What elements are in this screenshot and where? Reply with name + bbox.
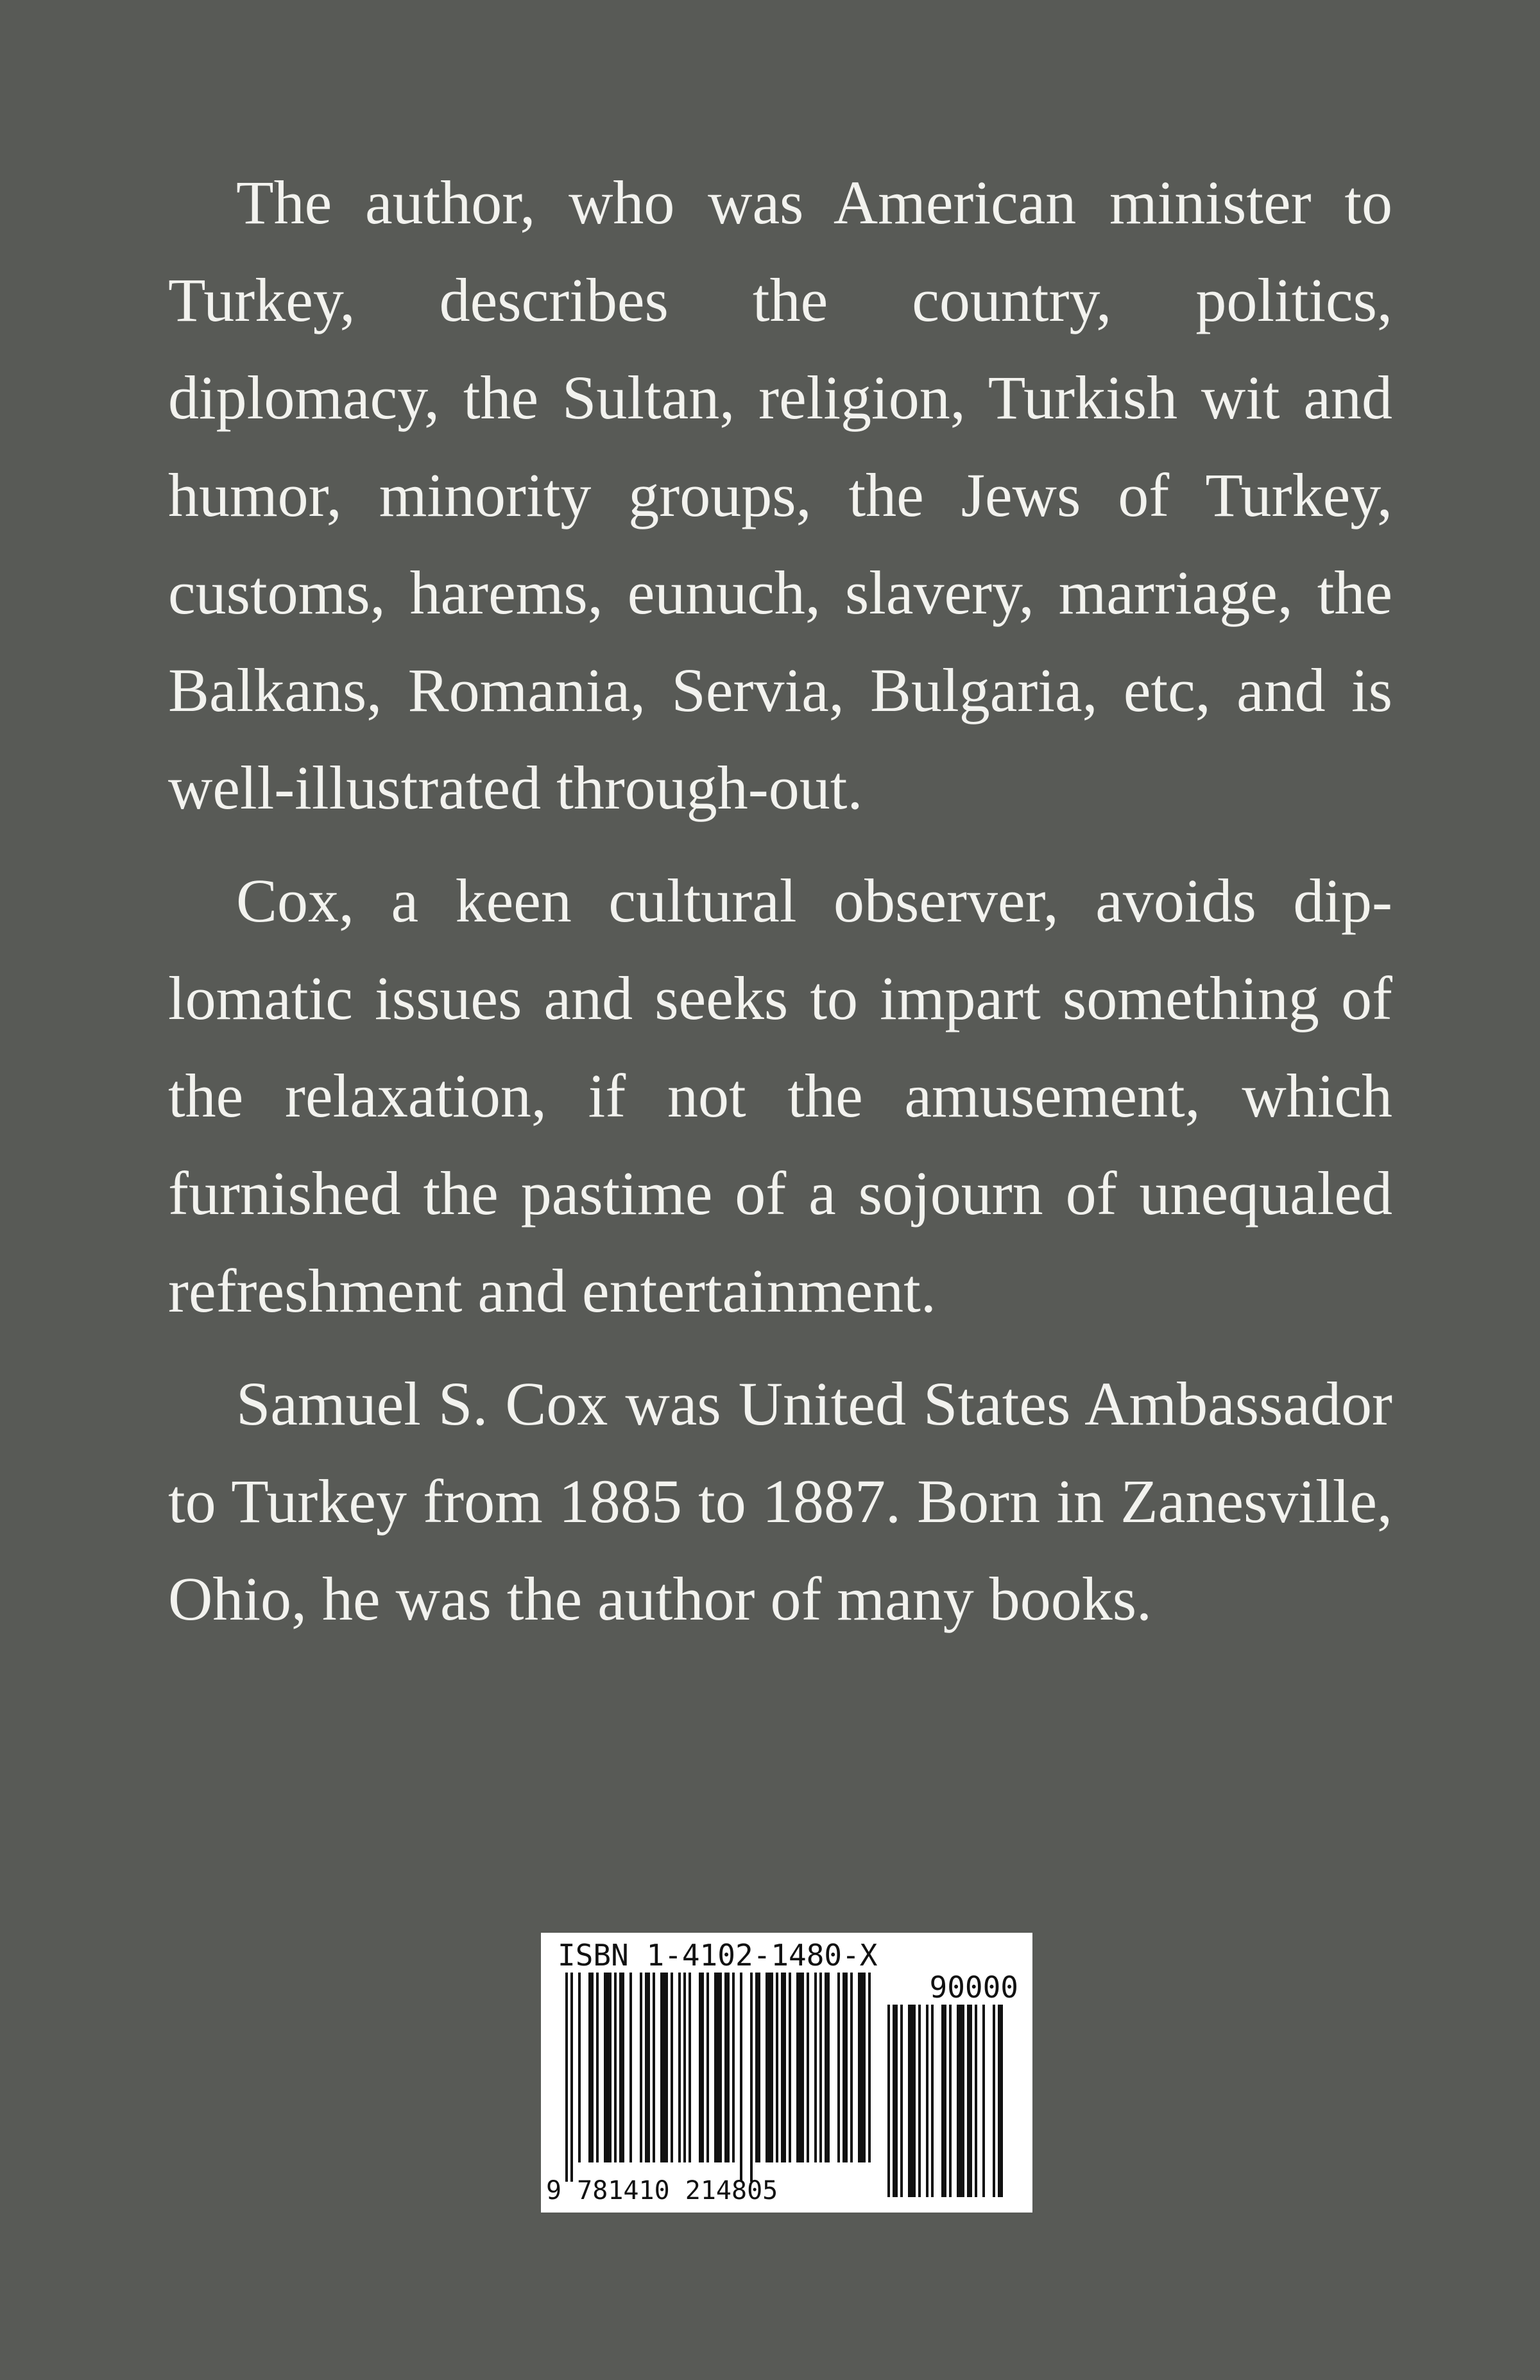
barcode-bar (724, 1973, 730, 2162)
barcode-bar (843, 1973, 848, 2162)
barcode-bar (796, 1973, 804, 2162)
barcode-bar (689, 1973, 691, 2162)
barcode-bar (918, 2005, 921, 2197)
addon-code: 90000 (929, 1970, 1018, 2005)
barcode-bar (604, 1973, 612, 2162)
barcode-bar (967, 2005, 972, 2197)
barcode-bar (714, 1973, 722, 2162)
barcode-bar (926, 2005, 928, 2197)
blurb-paragraph-2: Cox, a keen cultural observer, avoids dip-lomatic issues and seeks to impart something of the relaxation, if not the amusement, which furnished the pastime of a sojourn of unequaled refreshment and entertainment. (168, 866, 1392, 1325)
barcode-bar (740, 1973, 742, 2182)
barcode-bar (837, 1973, 840, 2162)
barcode-bar (750, 1973, 753, 2182)
barcode-bar (578, 1973, 581, 2162)
barcode-bar (653, 1973, 655, 2162)
barcode-bar (755, 1973, 760, 2162)
barcode-bar (998, 2005, 1003, 2197)
barcode-bar (565, 1973, 568, 2182)
barcode-bar (893, 2005, 898, 2197)
isbn-label: ISBN 1-4102-1480-X (558, 1938, 878, 1973)
barcode-bar (957, 2005, 964, 2197)
barcode-bar (570, 1973, 573, 2182)
isbn-barcode (541, 1933, 1032, 2213)
barcode-bar (825, 1973, 830, 2162)
barcode-bar (660, 1973, 668, 2162)
ean-digits: 9 781410 214805 (546, 2176, 778, 2205)
barcode-bar (941, 2005, 946, 2197)
barcode-bar (868, 1973, 871, 2162)
barcode-bar (807, 1973, 809, 2162)
barcode-bar (619, 1973, 624, 2162)
barcode-bar (678, 1973, 681, 2162)
barcode-bar (887, 2005, 890, 2197)
barcode-bar (982, 2005, 985, 2197)
barcode-bar (908, 2005, 916, 2197)
barcode-bar (900, 2005, 903, 2197)
barcode-bar (614, 1973, 617, 2162)
barcode-bar (931, 2005, 934, 2197)
barcode-bar (789, 1973, 791, 2162)
barcode-bar (645, 1973, 650, 2162)
ean-bars (565, 1973, 873, 2182)
barcode-bar (640, 1973, 642, 2162)
barcode-bar (732, 1973, 735, 2162)
barcode-bar (993, 2005, 995, 2197)
barcode-bar (776, 1973, 778, 2162)
barcode-bar (850, 1973, 853, 2162)
addon-bars (887, 2005, 1016, 2197)
barcode-bar (781, 1973, 786, 2162)
barcode-bar (588, 1973, 594, 2162)
barcode-bar (766, 1973, 773, 2162)
blurb-paragraph-1: The author, who was American minister to Turkey, describes the country, politics, diplomacy, the Sultan, religion, Turkish wit and humor, minority groups, the Jews of Turkey, customs, harems, eunuch, slavery, marriage, the Balkans, Romania, Servia, Bulgaria, etc, and is well-illustrated through-out. (168, 168, 1392, 822)
blurb-text (168, 154, 1392, 1663)
barcode-bar (629, 1973, 632, 2162)
barcode-bar (596, 1973, 599, 2162)
barcode-bar (975, 2005, 977, 2197)
barcode-bar (706, 1973, 709, 2162)
barcode-bar (949, 2005, 952, 2197)
barcode-bar (814, 1973, 817, 2162)
barcode-bar (671, 1973, 673, 2162)
blurb-paragraph-3: Samuel S. Cox was United States Ambassador to Turkey from 1885 to 1887. Born in Zanesville, Ohio, he was the author of many books. (168, 1369, 1392, 1633)
barcode-bar (699, 1973, 704, 2162)
barcode-bar (819, 1973, 822, 2162)
barcode-bar (858, 1973, 866, 2162)
barcode-bar (683, 1973, 686, 2162)
